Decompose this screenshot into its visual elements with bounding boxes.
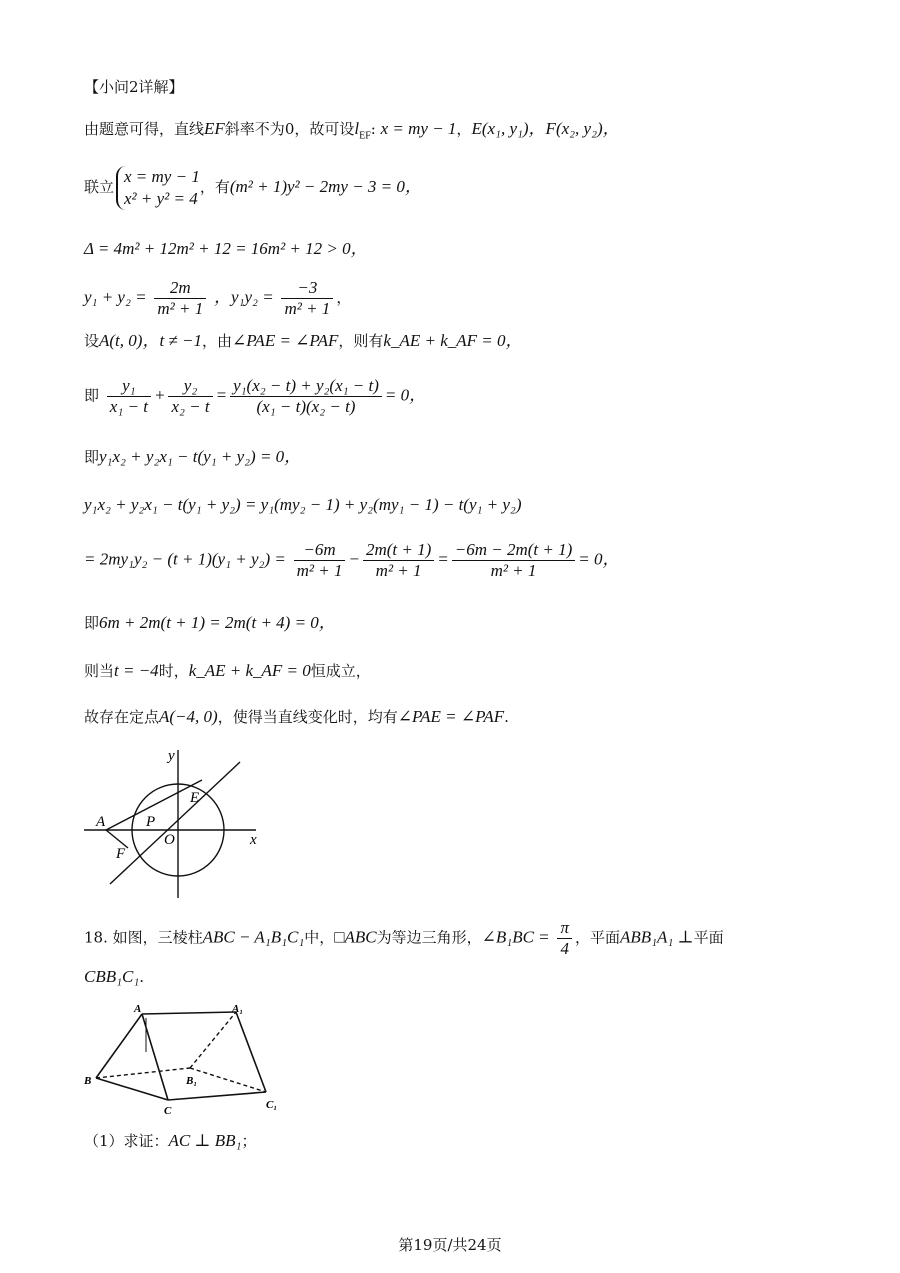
label-x: x (250, 832, 257, 848)
problem-18-line2: CBB₁C₁. (84, 967, 145, 986)
line-discriminant: Δ = 4m² + 12m² + 12 = 16m² + 12 > 0， (84, 239, 368, 258)
line-vieta: y₁ + y₂ = $\frac{2m}{\text{m² + 1}}$ ，y₁y₂ = $\frac{-3}{\text{m² + 1}}$ ， (84, 278, 352, 318)
label-c1: C₁ (266, 1099, 278, 1111)
label-y: y (168, 748, 175, 764)
line-numerator: 即y₁x₂ + y₂x₁ − t(y₁ + y₂) = 0， (84, 447, 302, 466)
edge-b-c (96, 1078, 168, 1100)
problem-18-line1: 18. 如图，三棱柱ABC − A₁B₁C₁中，□ABC为等边三角形，∠B₁BC = $\frac{\pi}{4}$ ，平面ABB₁A₁ ⊥平面 (84, 918, 724, 958)
label-b: B (84, 1075, 92, 1087)
label-o: O (164, 832, 175, 848)
edge-b-b1 (96, 1068, 190, 1078)
fraction: $\frac{\text{y₂}}{\text{x₂ − t}}$ (168, 376, 212, 417)
edge-b1-c1 (190, 1068, 266, 1092)
line-factor: 即6m + 2m(t + 1) = 2m(t + 4) = 0， (84, 613, 336, 632)
label-a: A (96, 814, 106, 830)
edge-c-c1 (168, 1092, 266, 1100)
edge-b1-a1 (190, 1012, 236, 1068)
line-ef (110, 762, 240, 884)
line-setup: 由题意可得，直线EF斜率不为0，故可设$l_{EF}$: x = my − 1，E(x₁, y₁)，F(x₂, y₂)， (84, 119, 620, 142)
line-assume-a: 设A(t, 0)，t ≠ −1，由∠PAE = ∠PAF，则有k_AE + k_AF = 0， (84, 331, 523, 350)
line-conclusion: 故存在定点A(−4, 0)，使得当直线变化时，均有∠PAE = ∠PAF. (84, 707, 509, 726)
fraction: $\frac{-3}{\text{m² + 1}}$ (281, 278, 333, 319)
line-condition: 则当t = −4时，k_AE + k_AF = 0恒成立， (84, 661, 371, 680)
line-system: 联立 x = my − 1 x² + y² = 4 ，有(m² + 1)y² − 2my − 3 = 0， (84, 167, 422, 208)
fraction: $\frac{-6m}{\text{m² + 1}}$ (294, 540, 346, 581)
label-p: P (146, 814, 156, 830)
edge-a1-c1 (236, 1012, 266, 1092)
prism-figure (80, 1000, 300, 1120)
edge-a-a1 (142, 1012, 236, 1014)
label-b1: B₁ (186, 1075, 198, 1087)
fraction: $\frac{\text{y₁(x₂ − t) + y₂(x₁ − t)}}{\text{(x₁ − t)(x₂ − t)}}$ (230, 376, 382, 417)
line-slope-sum: 即 $\frac{\text{y₁}}{\text{x₁ − t}}$ + $\frac{\text{y₂}}{\text{x₂ − t}}$ = $\frac{\text{y₁(x₂ − t) + y₂(x₁ − t)}}{\text{(x₁ − t)(x₂ − t)}}$ = 0， (84, 376, 427, 416)
section-header: 【小问2详解】 (84, 78, 184, 96)
page-footer: 第19页/共24页 (398, 1236, 502, 1254)
label-e: E (190, 790, 200, 806)
edge-a-b (96, 1014, 142, 1078)
label-c: C (164, 1105, 172, 1117)
circle-figure (80, 742, 280, 902)
label-a1: A₁ (232, 1003, 244, 1015)
line-expand: y₁x₂ + y₂x₁ − t(y₁ + y₂) = y₁(my₂ − 1) + y₂(my₁ − 1) − t(y₁ + y₂) (84, 495, 522, 514)
fraction: $\frac{\pi}{4}$ (557, 918, 572, 959)
fraction: $\frac{-6m - 2m(t + 1)}{\text{m² + 1}}$ (452, 540, 576, 581)
fraction: $\frac{2m(t + 1)}{\text{m² + 1}}$ (363, 540, 434, 581)
label-f: F (116, 846, 126, 862)
fraction: $\frac{2m}{\text{m² + 1}}$ (154, 278, 206, 319)
equation-system: x = my − 1 x² + y² = 4 (116, 166, 200, 210)
label-a: A (134, 1003, 142, 1015)
problem-18-part1: （1）求证：AC ⊥ BB₁； (84, 1131, 257, 1150)
fraction: $\frac{\text{y₁}}{\text{x₁ − t}}$ (107, 376, 151, 417)
line-simplify: = 2my₁y₂ − (t + 1)(y₁ + y₂) = $\frac{-6m}{\text{m² + 1}}$ − $\frac{2m(t + 1)}{\text{m² + 1}}$ = $\frac{-6m - 2m(t + 1)}{\text{m² + 1}}$ = 0， (84, 540, 620, 580)
